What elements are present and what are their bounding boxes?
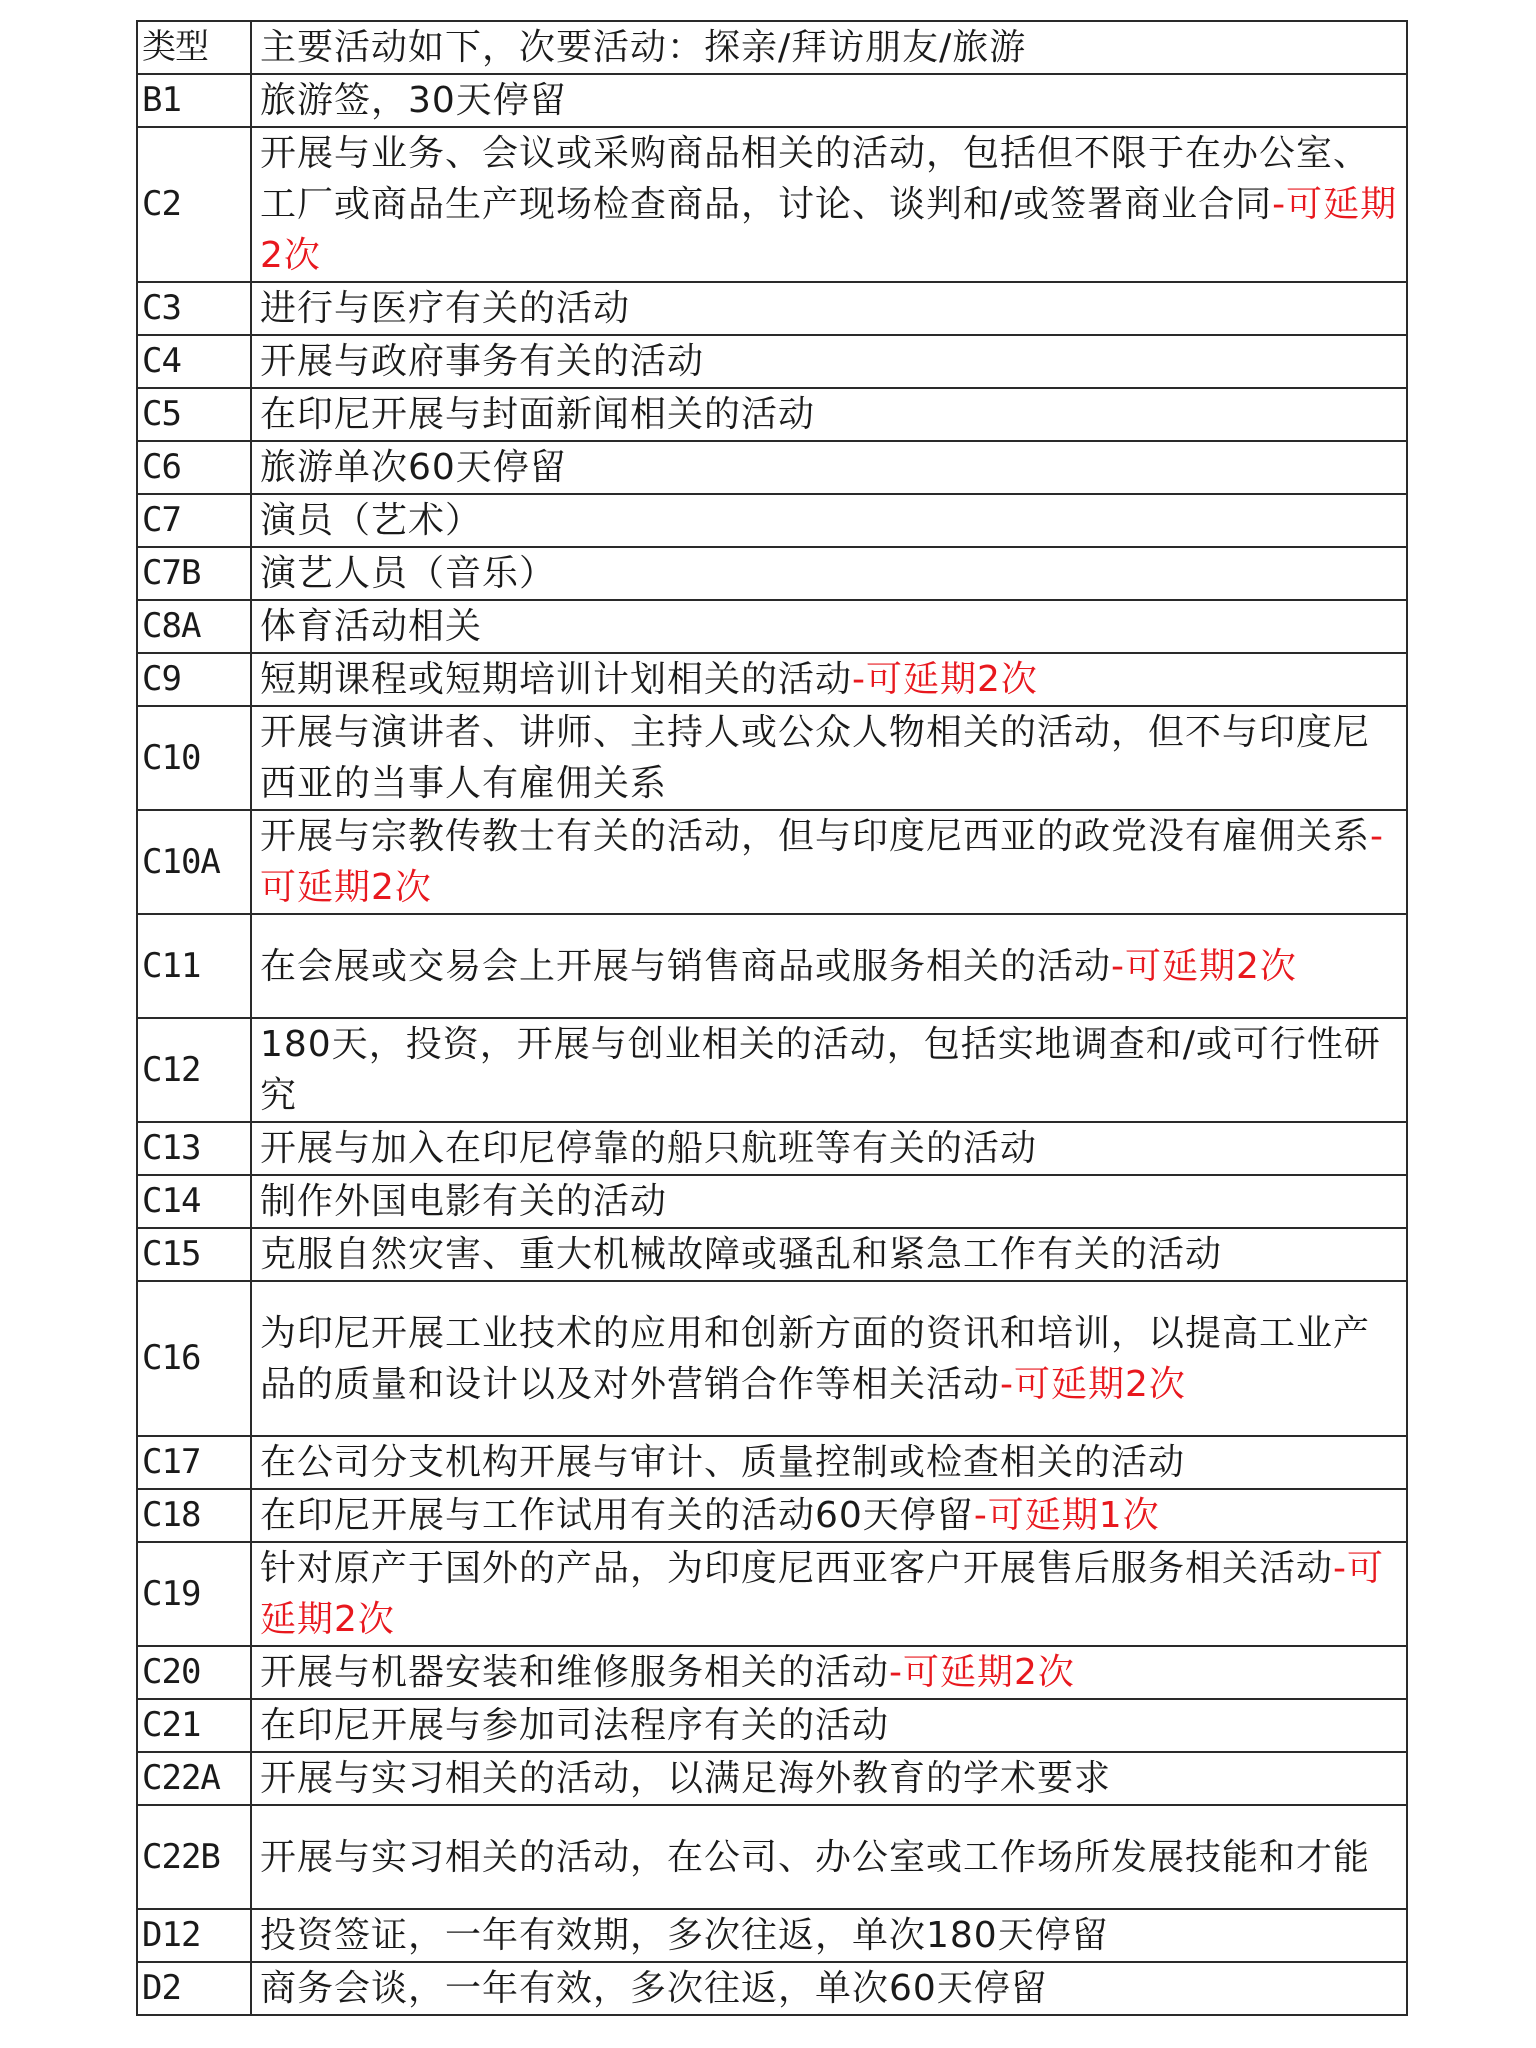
activity-text: 开展与机器安装和维修服务相关的活动 — [260, 1652, 890, 1693]
visa-description-cell — [251, 1175, 1407, 1228]
visa-description-cell — [251, 1699, 1407, 1752]
visa-description-cell — [251, 1962, 1407, 2015]
table-row — [137, 1122, 1407, 1175]
visa-description-cell — [251, 810, 1407, 914]
visa-code-cell: C10 — [137, 706, 251, 810]
visa-description-cell — [251, 1489, 1407, 1542]
visa-description-cell — [251, 547, 1407, 600]
visa-description-cell — [251, 914, 1407, 1018]
visa-description-cell — [251, 600, 1407, 653]
table-row — [137, 1018, 1407, 1122]
extension-note: -可延期2次 — [1000, 1363, 1186, 1405]
table-row — [137, 547, 1407, 600]
visa-description-cell — [251, 653, 1407, 706]
visa-description-cell — [251, 441, 1407, 494]
visa-code-cell: D12 — [137, 1909, 251, 1962]
visa-description-cell — [251, 1646, 1407, 1699]
activity-text: 投资签证，一年有效期，多次往返，单次180天停留 — [260, 1915, 1109, 1956]
activity-text: 体育活动相关 — [260, 606, 483, 647]
header-type-cell: 类型 — [137, 21, 251, 74]
visa-code-cell: C19 — [137, 1542, 251, 1646]
visa-code-cell: C21 — [137, 1699, 251, 1752]
table-row — [137, 1646, 1407, 1699]
table-row — [137, 1752, 1407, 1805]
table-row — [137, 494, 1407, 547]
visa-code-cell: C22B — [137, 1805, 251, 1909]
table-row — [137, 914, 1407, 1018]
activity-text: 开展与宗教传教士有关的活动，但与印度尼西亚的政党没有雇佣关系 — [260, 816, 1371, 857]
visa-code-cell: C6 — [137, 441, 251, 494]
table-row — [137, 1175, 1407, 1228]
visa-code-cell: C22A — [137, 1752, 251, 1805]
visa-description-cell — [251, 335, 1407, 388]
visa-description-cell — [251, 74, 1407, 127]
activity-text: 旅游签，30天停留 — [260, 80, 567, 121]
visa-code-cell: C7B — [137, 547, 251, 600]
activity-text: 在印尼开展与工作试用有关的活动60天停留 — [260, 1495, 974, 1536]
visa-code-cell: C17 — [137, 1436, 251, 1489]
visa-description-cell — [251, 1228, 1407, 1281]
activity-text: 为印尼开展工业技术的应用和创新方面的资讯和培训，以提高工业产品的质量和设计以及对外营销合作等相关活动 — [260, 1312, 1371, 1405]
activity-text: 进行与医疗有关的活动 — [260, 288, 631, 329]
visa-description-cell — [251, 1542, 1407, 1646]
visa-description-cell — [251, 1436, 1407, 1489]
activity-text: 克服自然灾害、重大机械故障或骚乱和紧急工作有关的活动 — [260, 1234, 1223, 1275]
visa-description-cell — [251, 1752, 1407, 1805]
table-row — [137, 1542, 1407, 1646]
visa-code-cell: B1 — [137, 74, 251, 127]
activity-text: 开展与业务、会议或采购商品相关的活动，包括但不限于在办公室、工厂或商品生产现场检查商品，讨论、谈判和/或签署商业合同 — [260, 133, 1371, 225]
visa-description-cell — [251, 127, 1407, 282]
table-row — [137, 1489, 1407, 1542]
visa-code-cell: C11 — [137, 914, 251, 1018]
activity-text: 开展与实习相关的活动，在公司、办公室或工作场所发展技能和才能 — [260, 1836, 1371, 1878]
table-row — [137, 810, 1407, 914]
visa-type-table — [136, 20, 1408, 2016]
extension-note: -可延期2次 — [260, 184, 1398, 276]
visa-description-cell — [251, 388, 1407, 441]
activity-text: 演员（艺术） — [260, 500, 483, 541]
visa-description-cell — [251, 1018, 1407, 1122]
activity-text: 在印尼开展与参加司法程序有关的活动 — [260, 1705, 890, 1746]
table-row — [137, 74, 1407, 127]
table-row — [137, 1962, 1407, 2015]
table-row — [137, 653, 1407, 706]
table-row — [137, 1699, 1407, 1752]
visa-code-cell: C18 — [137, 1489, 251, 1542]
activity-text: 开展与政府事务有关的活动 — [260, 341, 705, 382]
activity-text: 针对原产于国外的产品，为印度尼西亚客户开展售后服务相关活动 — [260, 1548, 1334, 1589]
activity-text: 旅游单次60天停留 — [260, 447, 567, 488]
activity-text: 短期课程或短期培训计划相关的活动 — [260, 659, 853, 700]
visa-code-cell: C5 — [137, 388, 251, 441]
visa-code-cell: C10A — [137, 810, 251, 914]
visa-table-body — [137, 21, 1407, 2015]
visa-description-cell — [251, 1805, 1407, 1909]
table-row — [137, 335, 1407, 388]
table-header-row — [137, 21, 1407, 74]
activity-text: 在公司分支机构开展与审计、质量控制或检查相关的活动 — [260, 1442, 1186, 1483]
extension-note: -可延期2次 — [889, 1652, 1075, 1693]
table-row — [137, 388, 1407, 441]
activity-text: 开展与实习相关的活动，以满足海外教育的学术要求 — [260, 1758, 1112, 1799]
extension-note: -可延期2次 — [260, 816, 1385, 908]
visa-code-cell: C8A — [137, 600, 251, 653]
visa-code-cell: C4 — [137, 335, 251, 388]
visa-code-cell: C15 — [137, 1228, 251, 1281]
extension-note: -可延期2次 — [260, 1548, 1385, 1640]
activity-text: 演艺人员（音乐） — [260, 553, 557, 594]
visa-description-cell — [251, 1281, 1407, 1436]
visa-description-cell — [251, 1909, 1407, 1962]
activity-text: 在印尼开展与封面新闻相关的活动 — [260, 394, 816, 435]
visa-code-cell: C13 — [137, 1122, 251, 1175]
visa-code-cell: C7 — [137, 494, 251, 547]
extension-note: -可延期2次 — [852, 659, 1038, 700]
table-row — [137, 127, 1407, 282]
extension-note: -可延期1次 — [973, 1495, 1160, 1536]
table-row — [137, 1228, 1407, 1281]
activity-text: 开展与演讲者、讲师、主持人或公众人物相关的活动，但不与印度尼西亚的当事人有雇佣关系 — [260, 712, 1371, 804]
visa-code-cell: C16 — [137, 1281, 251, 1436]
activity-text: 商务会谈，一年有效，多次往返，单次60天停留 — [260, 1968, 1048, 2009]
activity-text: 180天，投资，开展与创业相关的活动，包括实地调查和/或可行性研究 — [260, 1024, 1381, 1116]
visa-code-cell: C20 — [137, 1646, 251, 1699]
visa-code-cell: D2 — [137, 1962, 251, 2015]
table-row — [137, 1805, 1407, 1909]
table-row — [137, 441, 1407, 494]
activity-text: 开展与加入在印尼停靠的船只航班等有关的活动 — [260, 1128, 1038, 1169]
visa-description-cell — [251, 706, 1407, 810]
table-row — [137, 1281, 1407, 1436]
visa-description-cell — [251, 494, 1407, 547]
activity-text: 制作外国电影有关的活动 — [260, 1181, 668, 1222]
visa-description-cell — [251, 1122, 1407, 1175]
table-row — [137, 706, 1407, 810]
table-row — [137, 1436, 1407, 1489]
header-activity-cell: 主要活动如下，次要活动：探亲/拜访朋友/旅游 — [251, 21, 1407, 74]
table-row — [137, 1909, 1407, 1962]
visa-code-cell: C3 — [137, 282, 251, 335]
activity-text: 在会展或交易会上开展与销售商品或服务相关的活动 — [260, 945, 1112, 987]
visa-code-cell: C14 — [137, 1175, 251, 1228]
extension-note: -可延期2次 — [1111, 945, 1297, 987]
visa-code-cell: C2 — [137, 127, 251, 282]
visa-code-cell: C9 — [137, 653, 251, 706]
visa-code-cell: C12 — [137, 1018, 251, 1122]
table-row — [137, 600, 1407, 653]
visa-description-cell — [251, 282, 1407, 335]
table-row — [137, 282, 1407, 335]
